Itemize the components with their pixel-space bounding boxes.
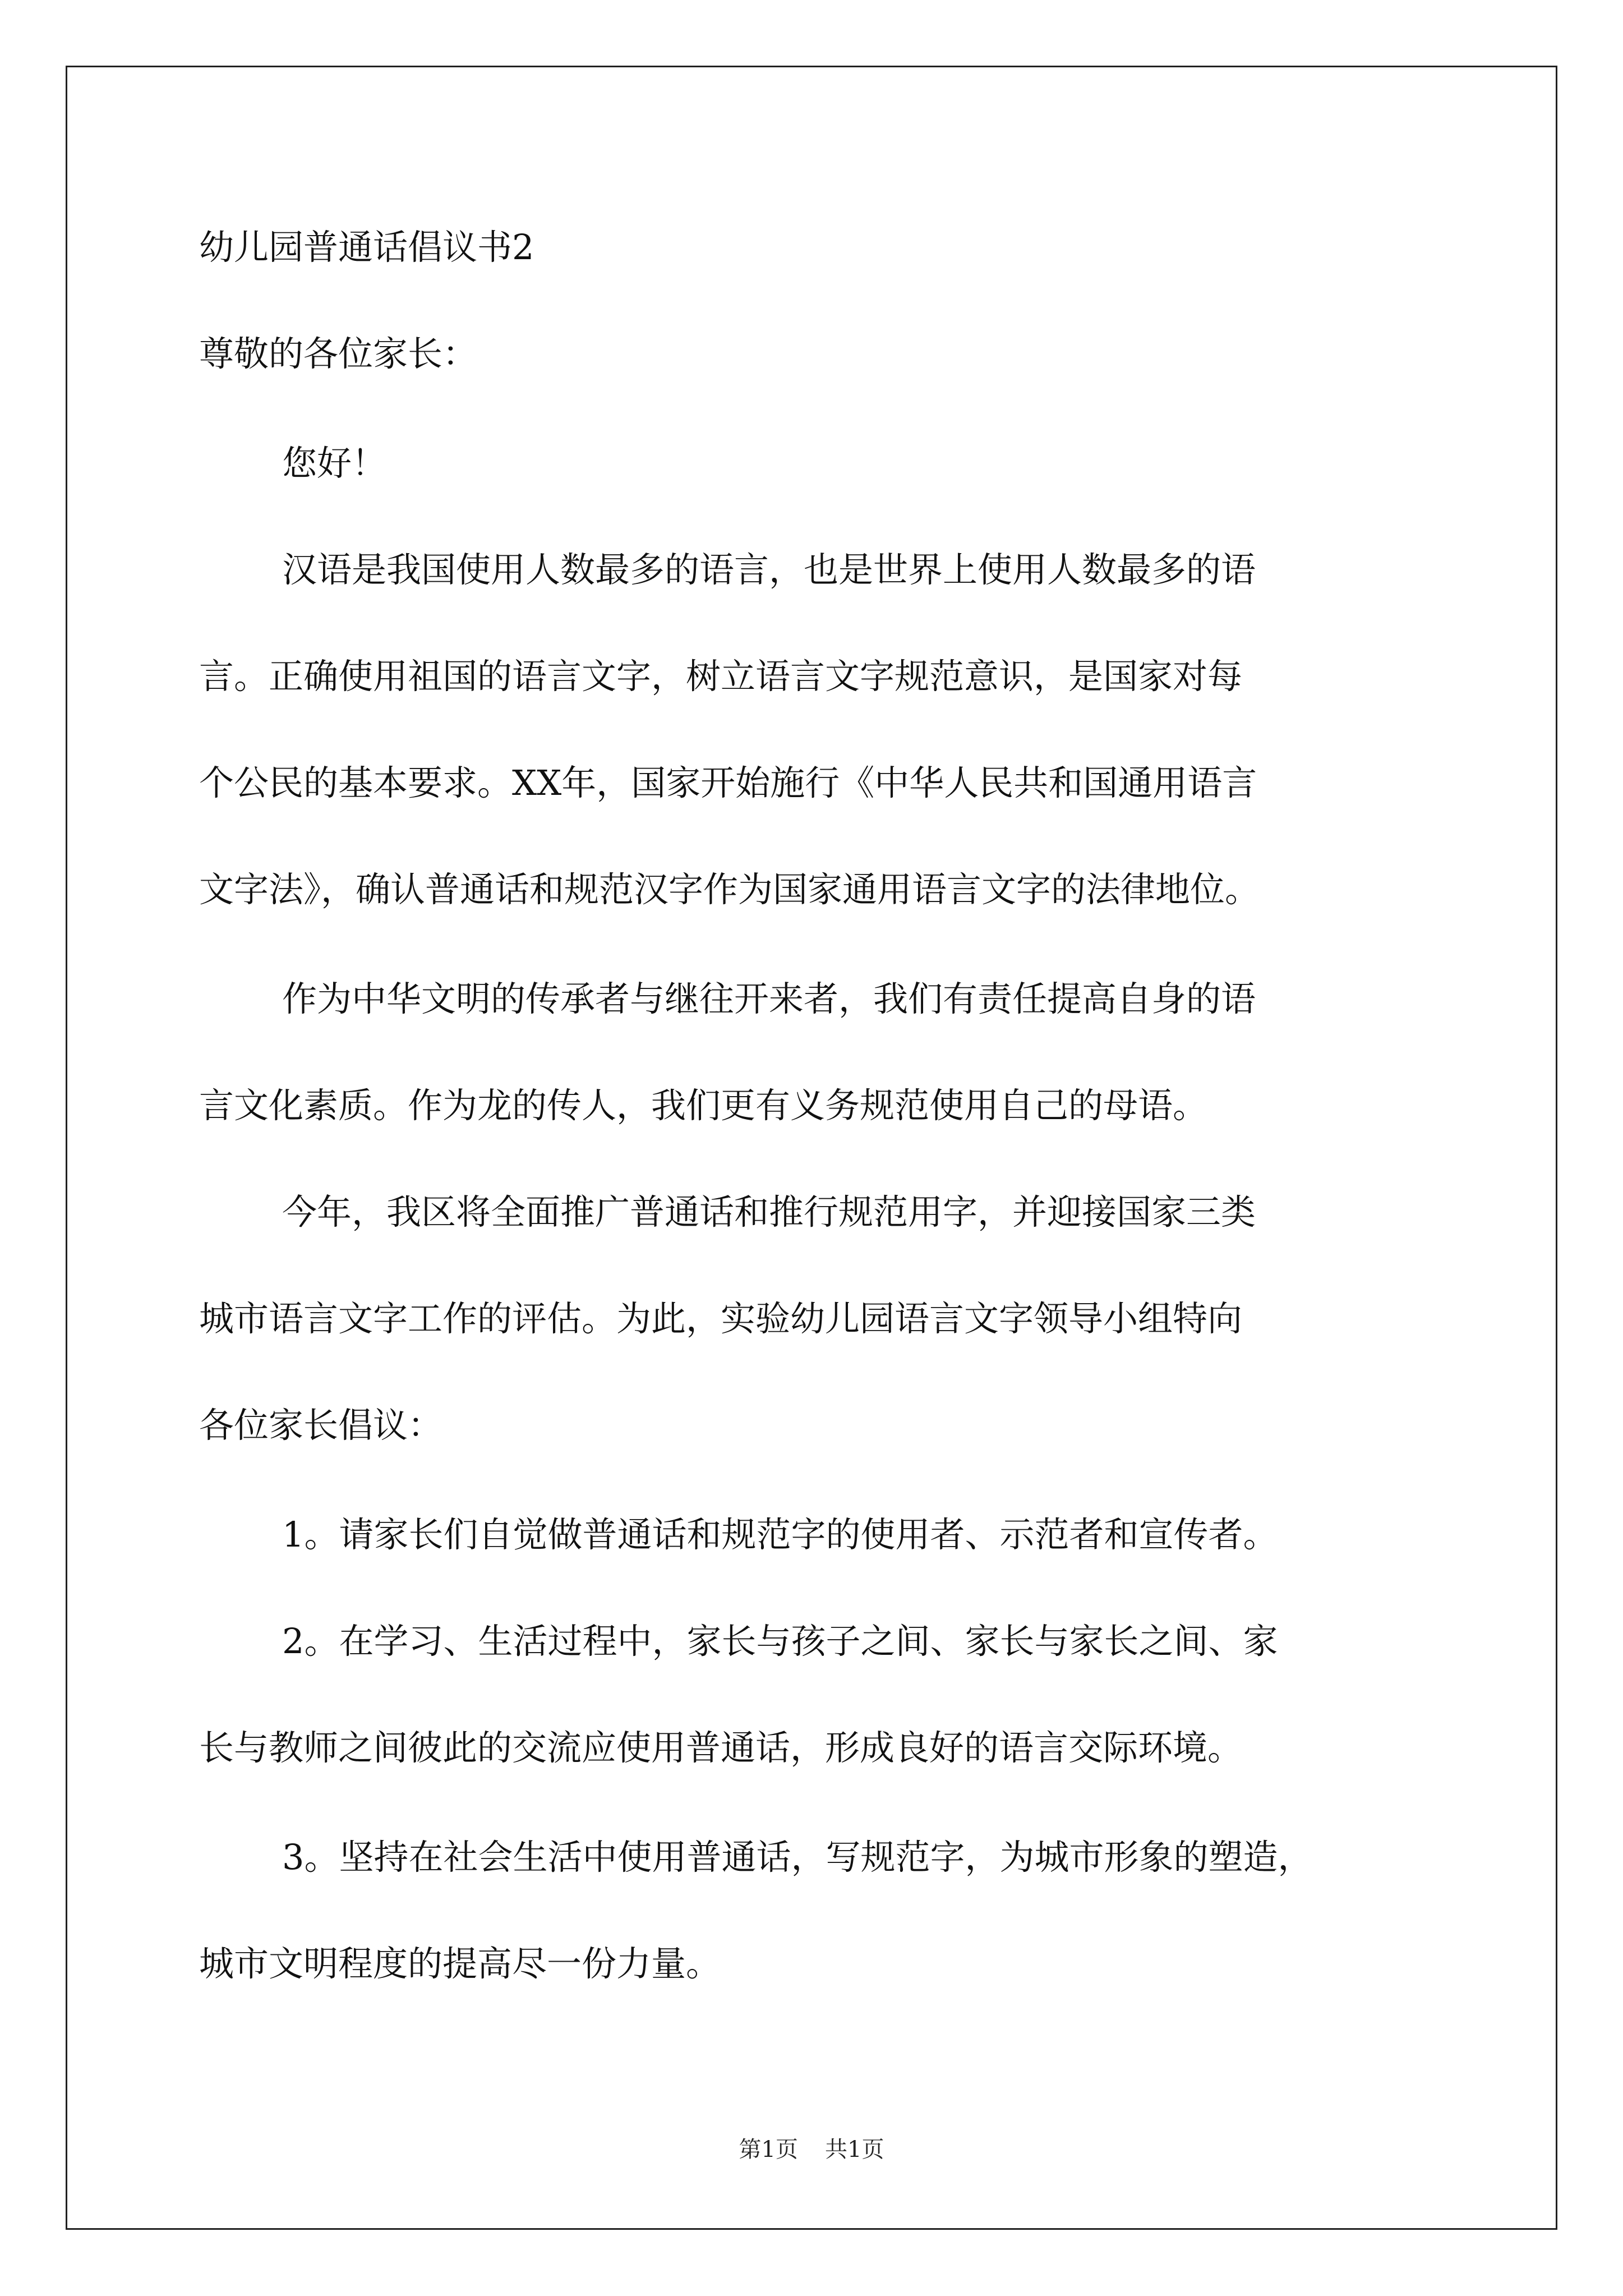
paragraph-1-line-3: 个公民的基本要求。XX年，国家开始施行《中华人民共和国通用语言 (199, 762, 1257, 803)
salutation: 尊敬的各位家长： (199, 333, 478, 374)
paragraph-3-line-1: 今年，我区将全面推广普通话和推行规范用字，并迎接国家三类 (282, 1191, 1256, 1232)
list-item-2-line-1: 2。在学习、生活过程中，家长与孩子之间、家长与家长之间、家 (282, 1621, 1278, 1662)
page-border (66, 66, 1557, 2230)
list-item-3-line-2: 城市文明程度的提高尽一份力量。 (199, 1943, 721, 1984)
page-number-current: 第1页 (739, 2137, 798, 2162)
paragraph-2-line-2: 言文化素质。作为龙的传人，我们更有义务规范使用自己的母语。 (199, 1085, 1208, 1126)
paragraph-1-line-1: 汉语是我国使用人数最多的语言，也是世界上使用人数最多的语 (282, 549, 1256, 590)
paragraph-1-line-2: 言。正确使用祖国的语言文字，树立语言文字规范意识，是国家对每 (199, 656, 1243, 697)
page-number-total: 共1页 (825, 2137, 884, 2162)
paragraph-1-line-4: 文字法》，确认普通话和规范汉字作为国家通用语言文字的法律地位。 (199, 869, 1260, 910)
list-item-1: 1。请家长们自觉做普通话和规范字的使用者、示范者和宣传者。 (282, 1514, 1278, 1555)
document-title: 幼儿园普通话倡议书2 (199, 227, 534, 268)
list-item-3-line-1: 3。坚持在社会生活中使用普通话，写规范字，为城市形象的塑造， (282, 1837, 1313, 1878)
paragraph-2-line-1: 作为中华文明的传承者与继往开来者，我们有责任提高自身的语 (282, 978, 1256, 1019)
list-item-2-line-2: 长与教师之间彼此的交流应使用普通话，形成良好的语言交际环境。 (199, 1727, 1243, 1768)
greeting: 您好！ (282, 443, 387, 484)
paragraph-3-line-2: 城市语言文字工作的评估。为此，实验幼儿园语言文字领导小组特向 (199, 1298, 1243, 1339)
page-footer (0, 2138, 1623, 2161)
paragraph-3-line-3: 各位家长倡议： (199, 1405, 443, 1446)
